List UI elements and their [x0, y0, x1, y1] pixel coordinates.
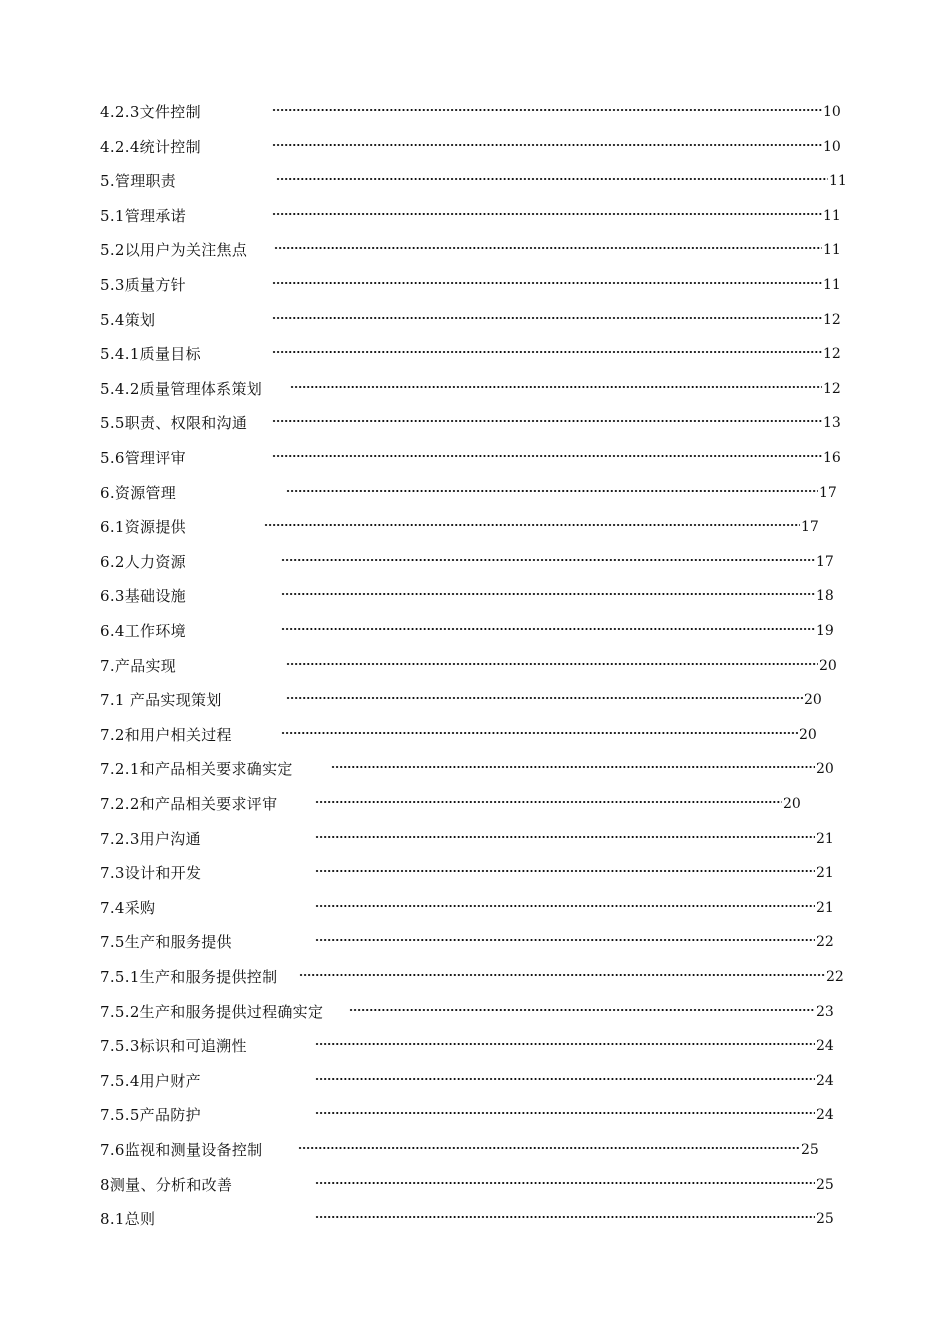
toc-entry	[0, 377, 950, 401]
toc-entry-label: 5.6管理评审	[100, 449, 186, 467]
toc-page-number: 11	[829, 173, 847, 189]
toc-entry-label: 7.1 产品实现策划	[100, 691, 222, 709]
toc-entry-label: 5.4.1质量目标	[100, 345, 201, 363]
toc-entry-label: 8.1总则	[100, 1210, 156, 1228]
toc-page-number: 10	[823, 139, 841, 155]
toc-page-number: 11	[823, 277, 841, 293]
toc-dot-leader	[272, 142, 822, 148]
toc-entry	[0, 342, 950, 366]
toc-page-number: 21	[816, 900, 834, 916]
toc-page-number: 17	[801, 519, 819, 535]
toc-dot-leader	[331, 764, 815, 770]
toc-dot-leader	[272, 107, 822, 113]
toc-page-number: 25	[801, 1142, 819, 1158]
toc-page-number: 20	[804, 692, 822, 708]
toc-entry	[0, 100, 950, 124]
toc-entry-label: 6.4工作环境	[100, 622, 186, 640]
toc-entry-label: 6.1资源提供	[100, 518, 186, 536]
toc-entry-label: 7.2和用户相关过程	[100, 726, 232, 744]
toc-dot-leader	[272, 211, 822, 217]
toc-entry	[0, 1069, 950, 1093]
toc-entry-label: 7.6监视和测量设备控制	[100, 1141, 263, 1159]
toc-dot-leader	[315, 1076, 815, 1082]
toc-entry-label: 4.2.3文件控制	[100, 103, 201, 121]
toc-page-number: 22	[826, 969, 844, 985]
toc-entry-label: 7.5生产和服务提供	[100, 933, 232, 951]
toc-page-number: 18	[816, 588, 834, 604]
toc-entry-label: 6.3基础设施	[100, 587, 186, 605]
toc-page-number: 25	[816, 1211, 834, 1227]
toc-entry-label: 5.3质量方针	[100, 276, 186, 294]
toc-entry-label: 5.5职责、权限和沟通	[100, 414, 248, 432]
toc-entry-label: 7.5.5产品防护	[100, 1106, 201, 1124]
toc-page-number: 20	[783, 796, 801, 812]
toc-entry	[0, 550, 950, 574]
toc-entry	[0, 930, 950, 954]
toc-dot-leader	[315, 937, 815, 943]
toc-entry	[0, 515, 950, 539]
toc-entry	[0, 896, 950, 920]
toc-page-number: 19	[816, 623, 834, 639]
toc-entry	[0, 1103, 950, 1127]
toc-dot-leader	[281, 557, 815, 563]
toc-page-number: 12	[823, 381, 841, 397]
toc-entry-label: 7.产品实现	[100, 657, 177, 675]
toc-entry	[0, 688, 950, 712]
toc-entry	[0, 204, 950, 228]
toc-entry	[0, 965, 950, 989]
toc-entry	[0, 446, 950, 470]
toc-page-number: 17	[816, 554, 834, 570]
toc-dot-leader	[299, 972, 825, 978]
toc-dot-leader	[286, 488, 818, 494]
toc-page-number: 20	[819, 658, 837, 674]
toc-dot-leader	[315, 1110, 815, 1116]
toc-entry-label: 6.资源管理	[100, 484, 177, 502]
toc-entry	[0, 411, 950, 435]
toc-dot-leader	[281, 591, 815, 597]
toc-entry-label: 7.4采购	[100, 899, 156, 917]
toc-entry-label: 7.3设计和开发	[100, 864, 202, 882]
toc-entry	[0, 1173, 950, 1197]
toc-dot-leader	[315, 868, 815, 874]
toc-entry-label: 7.5.3标识和可追溯性	[100, 1037, 247, 1055]
toc-entry-label: 7.2.3用户沟通	[100, 830, 201, 848]
toc-page-number: 23	[816, 1004, 834, 1020]
toc-entry-label: 4.2.4统计控制	[100, 138, 201, 156]
toc-entry	[0, 654, 950, 678]
toc-entry	[0, 1000, 950, 1024]
toc-page-number: 12	[823, 346, 841, 362]
toc-page-number: 17	[819, 485, 837, 501]
toc-page-number: 21	[816, 865, 834, 881]
toc-dot-leader	[272, 280, 822, 286]
toc-entry	[0, 169, 950, 193]
toc-entry	[0, 827, 950, 851]
toc-entry	[0, 584, 950, 608]
toc-entry	[0, 481, 950, 505]
toc-entry-label: 8测量、分析和改善	[100, 1176, 233, 1194]
toc-page-number: 24	[816, 1073, 834, 1089]
toc-entry	[0, 1138, 950, 1162]
toc-entry-label: 7.5.2生产和服务提供过程确实定	[100, 1003, 324, 1021]
toc-dot-leader	[315, 1214, 815, 1220]
toc-page-number: 24	[816, 1038, 834, 1054]
toc-entry-label: 5.1管理承诺	[100, 207, 186, 225]
toc-page-number: 16	[823, 450, 841, 466]
toc-dot-leader	[315, 903, 815, 909]
toc-dot-leader	[274, 245, 822, 251]
toc-entry	[0, 273, 950, 297]
toc-page-number: 20	[799, 727, 817, 743]
toc-dot-leader	[272, 453, 822, 459]
toc-entry	[0, 238, 950, 262]
toc-entry-label: 7.5.4用户财产	[100, 1072, 201, 1090]
toc-entry-label: 5.2以用户为关注焦点	[100, 241, 248, 259]
toc-dot-leader	[272, 315, 822, 321]
toc-entry	[0, 619, 950, 643]
toc-entry	[0, 308, 950, 332]
toc-dot-leader	[264, 522, 800, 528]
toc-entry-label: 5.管理职责	[100, 172, 177, 190]
toc-page-number: 21	[816, 831, 834, 847]
toc-page-number: 12	[823, 312, 841, 328]
toc-entry-label: 5.4策划	[100, 311, 156, 329]
toc-dot-leader	[315, 799, 782, 805]
toc-dot-leader	[272, 349, 822, 355]
toc-dot-leader	[290, 384, 822, 390]
toc-page-number: 11	[823, 208, 841, 224]
toc-page-number: 10	[823, 104, 841, 120]
toc-page-number: 13	[823, 415, 841, 431]
toc-dot-leader	[276, 176, 828, 182]
toc-dot-leader	[315, 1041, 815, 1047]
toc-entry	[0, 792, 950, 816]
toc-entry	[0, 1034, 950, 1058]
toc-page-number: 24	[816, 1107, 834, 1123]
toc-page-number: 22	[816, 934, 834, 950]
toc-dot-leader	[286, 695, 803, 701]
toc-entry-label: 7.5.1生产和服务提供控制	[100, 968, 278, 986]
toc-entry-label: 7.2.1和产品相关要求确实定	[100, 760, 293, 778]
toc-entry	[0, 723, 950, 747]
toc-entry	[0, 135, 950, 159]
toc-entry-label: 6.2人力资源	[100, 553, 186, 571]
toc-dot-leader	[286, 661, 818, 667]
toc-entry-label: 7.2.2和产品相关要求评审	[100, 795, 278, 813]
toc-entry-label: 5.4.2质量管理体系策划	[100, 380, 263, 398]
toc-dot-leader	[349, 1007, 815, 1013]
toc-page-number: 20	[816, 761, 834, 777]
toc-page-number: 11	[823, 242, 841, 258]
toc-dot-leader	[315, 834, 815, 840]
toc-dot-leader	[298, 1145, 800, 1151]
toc-page-number: 25	[816, 1177, 834, 1193]
toc-dot-leader	[272, 418, 822, 424]
toc-dot-leader	[281, 626, 815, 632]
toc-dot-leader	[315, 1180, 815, 1186]
toc-entry	[0, 757, 950, 781]
toc-entry	[0, 1207, 950, 1231]
toc-entry	[0, 861, 950, 885]
toc-dot-leader	[281, 730, 798, 736]
